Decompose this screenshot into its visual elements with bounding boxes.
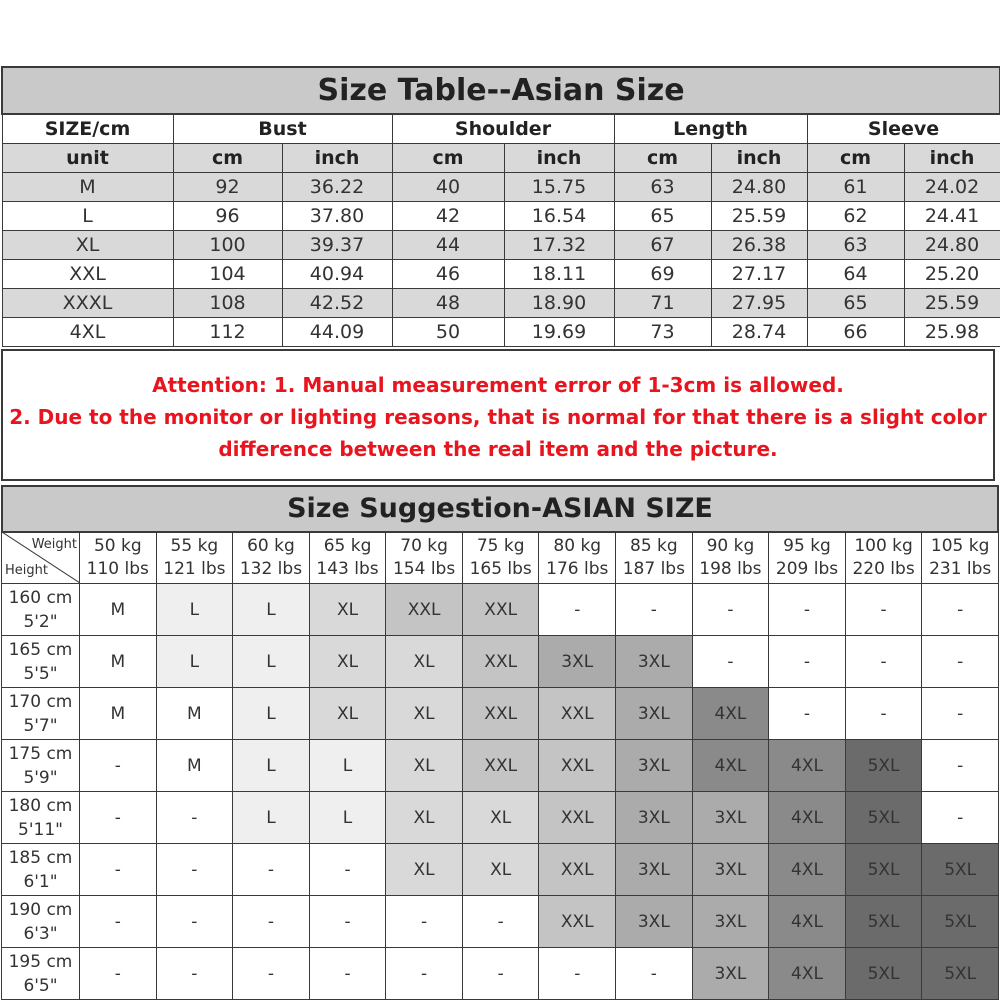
measurement-cell: 36.22: [282, 173, 392, 202]
suggested-size-cell: -: [845, 584, 922, 636]
size-cell: 4XL: [2, 318, 173, 347]
suggested-size-cell: XXL: [539, 896, 616, 948]
table-row: [2, 318, 1000, 347]
suggested-size-cell: XXL: [462, 636, 539, 688]
unit-inch: inch: [904, 144, 1000, 173]
measurement-cell: 108: [173, 289, 282, 318]
unit-cm: cm: [392, 144, 504, 173]
measurement-cell: 25.59: [711, 202, 807, 231]
suggested-size-cell: XXL: [462, 584, 539, 636]
weight-lbs: 187 lbs: [622, 558, 685, 579]
height-ft: 6'1": [23, 871, 58, 892]
unit-inch: inch: [504, 144, 614, 173]
measurement-cell: 19.69: [504, 318, 614, 347]
weight-lbs: 132 lbs: [239, 558, 303, 579]
suggested-size-cell: 4XL: [769, 792, 846, 844]
measurement-cell: 71: [614, 289, 711, 318]
sleeve-header: Sleeve: [807, 114, 1000, 144]
weight-header: [309, 532, 386, 584]
size-cell: L: [2, 202, 173, 231]
suggested-size-cell: -: [462, 896, 539, 948]
weight-lbs: 176 lbs: [546, 558, 609, 579]
weight-header: [539, 532, 616, 584]
suggested-size-cell: -: [922, 740, 999, 792]
suggested-size-cell: 5XL: [845, 948, 922, 1000]
measurement-cell: 112: [173, 318, 282, 347]
height-cm: 180 cm: [8, 795, 73, 816]
suggested-size-cell: -: [386, 896, 463, 948]
table-row: [2, 231, 1000, 260]
suggested-size-cell: -: [769, 584, 846, 636]
suggested-size-cell: -: [80, 740, 157, 792]
table-row: [2, 173, 1000, 202]
measurement-cell: 15.75: [504, 173, 614, 202]
weight-header: [922, 532, 999, 584]
weight-lbs: 143 lbs: [316, 558, 379, 579]
measurement-cell: 27.95: [711, 289, 807, 318]
measurement-cell: 16.54: [504, 202, 614, 231]
suggested-size-cell: M: [80, 584, 157, 636]
height-cm: 175 cm: [8, 743, 73, 764]
unit-label: unit: [2, 144, 173, 173]
suggested-size-cell: XXL: [462, 740, 539, 792]
suggested-size-cell: 3XL: [692, 792, 769, 844]
height-ft: 5'5": [23, 663, 58, 684]
weight-kg: 80 kg: [553, 535, 602, 556]
measurement-cell: 65: [807, 289, 904, 318]
table-row: [2, 636, 999, 688]
notice-line-2: 2. Due to the monitor or lighting reasons, that is normal for that there is a slight color: [9, 405, 987, 429]
measurement-cell: 25.98: [904, 318, 1000, 347]
measurement-cell: 96: [173, 202, 282, 231]
suggested-size-cell: L: [156, 636, 233, 688]
table-row: [2, 896, 999, 948]
suggested-size-cell: XXL: [539, 844, 616, 896]
measurement-cell: 48: [392, 289, 504, 318]
height-ft: 6'3": [23, 923, 58, 944]
shoulder-header: Shoulder: [392, 114, 614, 144]
suggested-size-cell: 3XL: [692, 948, 769, 1000]
size-table: [1, 66, 1000, 347]
weight-kg: 95 kg: [783, 535, 831, 556]
suggested-size-cell: XXL: [539, 740, 616, 792]
suggested-size-cell: XL: [386, 844, 463, 896]
size-cell: XXXL: [2, 289, 173, 318]
size-suggestion-table: [1, 531, 999, 1000]
weight-kg: 100 kg: [854, 535, 913, 556]
suggested-size-cell: L: [156, 584, 233, 636]
size-table-title: Size Table--Asian Size: [2, 67, 1000, 114]
suggested-size-cell: -: [309, 844, 386, 896]
suggested-size-cell: M: [80, 688, 157, 740]
weight-lbs: 220 lbs: [852, 558, 915, 579]
table-row: [2, 289, 1000, 318]
height-cm: 195 cm: [8, 951, 73, 972]
suggested-size-cell: XL: [309, 688, 386, 740]
suggested-size-cell: XXL: [539, 792, 616, 844]
weight-lbs: 110 lbs: [86, 558, 149, 579]
measurement-cell: 63: [807, 231, 904, 260]
measurement-cell: 100: [173, 231, 282, 260]
measurement-cell: 18.90: [504, 289, 614, 318]
measurement-cell: 46: [392, 260, 504, 289]
height-header: [2, 584, 80, 636]
suggested-size-cell: -: [156, 792, 233, 844]
suggested-size-cell: L: [233, 688, 310, 740]
table-row: [2, 740, 999, 792]
weight-kg: 65 kg: [323, 535, 372, 556]
weight-header: [386, 532, 463, 584]
weight-lbs: 231 lbs: [929, 558, 992, 579]
measurement-cell: 24.80: [904, 231, 1000, 260]
suggested-size-cell: XL: [309, 584, 386, 636]
table-row: [2, 260, 1000, 289]
suggested-size-cell: -: [233, 896, 310, 948]
suggested-size-cell: XL: [386, 740, 463, 792]
weight-lbs: 121 lbs: [163, 558, 226, 579]
suggested-size-cell: -: [309, 896, 386, 948]
size-column-header: SIZE/cm: [2, 114, 173, 144]
suggested-size-cell: -: [80, 948, 157, 1000]
weight-header: [769, 532, 846, 584]
table-row: [2, 792, 999, 844]
suggested-size-cell: -: [692, 636, 769, 688]
suggested-size-cell: -: [845, 688, 922, 740]
notice-line-3: difference between the real item and the picture.: [218, 437, 778, 461]
unit-inch: inch: [282, 144, 392, 173]
suggested-size-cell: L: [309, 792, 386, 844]
suggested-size-cell: 5XL: [922, 948, 999, 1000]
weight-kg: 85 kg: [630, 535, 678, 556]
suggested-size-cell: -: [156, 844, 233, 896]
height-cm: 170 cm: [8, 691, 73, 712]
suggested-size-cell: 4XL: [769, 844, 846, 896]
suggested-size-cell: XXL: [386, 584, 463, 636]
weight-kg: 55 kg: [170, 535, 219, 556]
suggested-size-cell: 5XL: [845, 792, 922, 844]
measurement-cell: 64: [807, 260, 904, 289]
table-row: [2, 584, 999, 636]
suggested-size-cell: -: [922, 792, 999, 844]
suggested-size-cell: L: [233, 740, 310, 792]
weight-kg: 90 kg: [706, 535, 755, 556]
suggested-size-cell: 5XL: [922, 844, 999, 896]
table-row: [2, 688, 999, 740]
measurement-cell: 66: [807, 318, 904, 347]
measurement-cell: 25.20: [904, 260, 1000, 289]
weight-kg: 105 kg: [930, 535, 990, 556]
suggested-size-cell: XL: [386, 636, 463, 688]
suggested-size-cell: 3XL: [616, 636, 693, 688]
height-header: [2, 792, 80, 844]
measurement-cell: 61: [807, 173, 904, 202]
weight-header: [845, 532, 922, 584]
measurement-cell: 67: [614, 231, 711, 260]
height-ft: 5'2": [23, 611, 58, 632]
weight-lbs: 154 lbs: [392, 558, 456, 579]
notice-line-1: Attention: 1. Manual measurement error of 1-3cm is allowed.: [152, 373, 844, 397]
height-corner-label: Height: [5, 563, 48, 578]
suggested-size-cell: -: [845, 636, 922, 688]
weight-header: [692, 532, 769, 584]
height-ft: 6'5": [23, 975, 58, 996]
unit-inch: inch: [711, 144, 807, 173]
suggested-size-cell: 5XL: [845, 740, 922, 792]
suggested-size-cell: 3XL: [539, 636, 616, 688]
suggested-size-cell: -: [616, 948, 693, 1000]
measurement-cell: 92: [173, 173, 282, 202]
unit-cm: cm: [173, 144, 282, 173]
measurement-cell: 25.59: [904, 289, 1000, 318]
weight-kg: 50 kg: [93, 535, 142, 556]
measurement-cell: 28.74: [711, 318, 807, 347]
suggested-size-cell: 4XL: [692, 740, 769, 792]
suggested-size-cell: XXL: [462, 688, 539, 740]
height-ft: 5'9": [23, 767, 58, 788]
measurement-cell: 27.17: [711, 260, 807, 289]
table-row: [2, 948, 999, 1000]
suggested-size-cell: -: [386, 948, 463, 1000]
height-ft: 5'11": [18, 819, 63, 840]
weight-kg: 70 kg: [400, 535, 448, 556]
weight-kg: 75 kg: [476, 535, 525, 556]
suggested-size-cell: -: [233, 844, 310, 896]
height-cm: 165 cm: [8, 639, 73, 660]
height-header: [2, 844, 80, 896]
corner-cell: [2, 532, 80, 584]
measurement-cell: 24.02: [904, 173, 1000, 202]
measurement-cell: 65: [614, 202, 711, 231]
weight-header: [233, 532, 310, 584]
measurement-cell: 37.80: [282, 202, 392, 231]
suggested-size-cell: 4XL: [769, 896, 846, 948]
height-cm: 160 cm: [8, 587, 73, 608]
suggested-size-cell: -: [922, 688, 999, 740]
suggested-size-cell: 3XL: [616, 740, 693, 792]
suggested-size-cell: 5XL: [845, 844, 922, 896]
weight-lbs: 209 lbs: [775, 558, 839, 579]
suggested-size-cell: 3XL: [616, 896, 693, 948]
suggested-size-cell: -: [692, 584, 769, 636]
measurement-cell: 18.11: [504, 260, 614, 289]
suggested-size-cell: 3XL: [616, 688, 693, 740]
measurement-cell: 39.37: [282, 231, 392, 260]
table-row: [2, 844, 999, 896]
suggested-size-cell: -: [80, 844, 157, 896]
height-cm: 190 cm: [8, 899, 73, 920]
measurement-cell: 44.09: [282, 318, 392, 347]
suggested-size-cell: -: [80, 792, 157, 844]
height-header: [2, 688, 80, 740]
suggested-size-cell: 3XL: [692, 844, 769, 896]
height-cm: 185 cm: [8, 847, 73, 868]
height-header: [2, 740, 80, 792]
length-header: Length: [614, 114, 807, 144]
measurement-cell: 73: [614, 318, 711, 347]
size-cell: XXL: [2, 260, 173, 289]
suggested-size-cell: 5XL: [922, 896, 999, 948]
suggested-size-cell: XL: [462, 792, 539, 844]
attention-notice: [1, 349, 995, 481]
height-header: [2, 636, 80, 688]
weight-lbs: 198 lbs: [699, 558, 762, 579]
suggested-size-cell: XL: [309, 636, 386, 688]
measurement-cell: 40.94: [282, 260, 392, 289]
measurement-cell: 50: [392, 318, 504, 347]
measurement-cell: 63: [614, 173, 711, 202]
suggested-size-cell: -: [769, 688, 846, 740]
suggested-size-cell: -: [80, 896, 157, 948]
suggested-size-cell: 3XL: [692, 896, 769, 948]
measurement-cell: 104: [173, 260, 282, 289]
unit-cm: cm: [807, 144, 904, 173]
suggested-size-cell: -: [616, 584, 693, 636]
height-header: [2, 896, 80, 948]
suggested-size-cell: -: [922, 636, 999, 688]
suggested-size-cell: XL: [386, 792, 463, 844]
weight-kg: 60 kg: [247, 535, 295, 556]
suggested-size-cell: -: [233, 948, 310, 1000]
height-ft: 5'7": [23, 715, 58, 736]
weight-header: [80, 532, 157, 584]
suggested-size-cell: XL: [386, 688, 463, 740]
measurement-cell: 17.32: [504, 231, 614, 260]
suggested-size-cell: M: [80, 636, 157, 688]
measurement-cell: 40: [392, 173, 504, 202]
measurement-cell: 42: [392, 202, 504, 231]
table-row: [2, 202, 1000, 231]
suggested-size-cell: 3XL: [616, 844, 693, 896]
weight-corner-label: Weight: [31, 537, 77, 552]
measurement-cell: 62: [807, 202, 904, 231]
suggested-size-cell: 3XL: [616, 792, 693, 844]
height-header: [2, 948, 80, 1000]
suggested-size-cell: L: [233, 792, 310, 844]
weight-header: [156, 532, 233, 584]
measurement-cell: 26.38: [711, 231, 807, 260]
suggested-size-cell: -: [922, 584, 999, 636]
suggested-size-cell: 4XL: [692, 688, 769, 740]
measurement-cell: 24.80: [711, 173, 807, 202]
suggested-size-cell: 5XL: [845, 896, 922, 948]
measurement-cell: 44: [392, 231, 504, 260]
suggested-size-cell: XXL: [539, 688, 616, 740]
suggested-size-cell: M: [156, 740, 233, 792]
suggested-size-cell: -: [769, 636, 846, 688]
suggested-size-cell: -: [539, 584, 616, 636]
suggested-size-cell: -: [462, 948, 539, 1000]
suggested-size-cell: L: [233, 636, 310, 688]
size-cell: M: [2, 173, 173, 202]
suggested-size-cell: -: [156, 948, 233, 1000]
weight-lbs: 165 lbs: [469, 558, 532, 579]
size-cell: XL: [2, 231, 173, 260]
suggested-size-cell: XL: [462, 844, 539, 896]
suggested-size-cell: 4XL: [769, 740, 846, 792]
suggested-size-cell: 4XL: [769, 948, 846, 1000]
measurement-cell: 42.52: [282, 289, 392, 318]
suggested-size-cell: M: [156, 688, 233, 740]
weight-header: [616, 532, 693, 584]
suggested-size-cell: L: [309, 740, 386, 792]
bust-header: Bust: [173, 114, 392, 144]
suggestion-title: Size Suggestion-ASIAN SIZE: [1, 485, 999, 533]
suggested-size-cell: L: [233, 584, 310, 636]
suggested-size-cell: -: [309, 948, 386, 1000]
measurement-cell: 69: [614, 260, 711, 289]
unit-cm: cm: [614, 144, 711, 173]
suggested-size-cell: -: [539, 948, 616, 1000]
measurement-cell: 24.41: [904, 202, 1000, 231]
suggested-size-cell: -: [156, 896, 233, 948]
weight-header: [462, 532, 539, 584]
